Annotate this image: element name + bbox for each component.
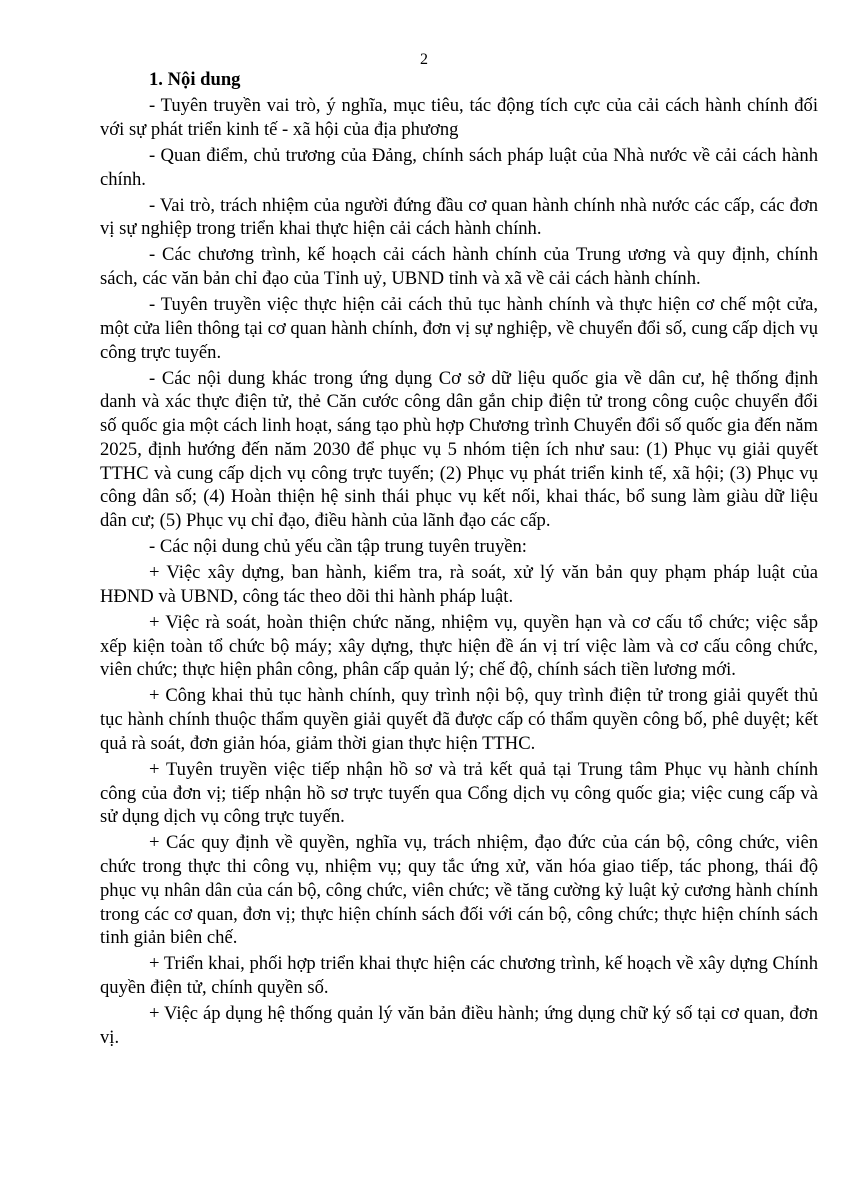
list-item-document-management: + Việc áp dụng hệ thống quản lý văn bản điều hành; ứng dụng chữ ký số tại cơ quan, đơn vị. xyxy=(100,1003,818,1048)
paragraph-leader-responsibility: - Vai trò, trách nhiệm của người đứng đầu cơ quan hành chính nhà nước các cấp, các đơn vị sự nghiệp trong triển khai thực hiện cải cách hành chính. xyxy=(100,194,818,240)
section-heading: 1. Nội dung xyxy=(149,69,241,90)
list-item-organization-review: + Việc rà soát, hoàn thiện chức năng, nhiệm vụ, quyền hạn và cơ cấu tổ chức; việc sắp xếp kiện toàn tổ chức bộ máy; xây dựng, thực hiện đề án vị trí việc làm và cơ cấu công chức, viên chức; thực hiện phân công, phân cấp quản lý; chế độ, chính sách tiền lương mới. xyxy=(100,611,818,681)
list-item-e-government: + Triển khai, phối hợp triển khai thực hiện các chương trình, kế hoạch về xây dựng Chính quyền điện tử, chính quyền số. xyxy=(100,953,818,998)
list-item-civil-servant-rules: + Các quy định về quyền, nghĩa vụ, trách nhiệm, đạo đức của cán bộ, công chức, viên chức trong thực thi công vụ, nhiệm vụ; quy tắc ứng xử, văn hóa giao tiếp, tác phong, thái độ phục vụ nhân dân của cán bộ, công chức, viên chức; về tăng cường kỷ luật kỷ cương hành chính trong các cơ quan, đơn vị; thực hiện chính sách đối với cán bộ, công chức; thực hiện chính sách tinh giản biên chế. xyxy=(100,832,818,949)
paragraph-key-topics-intro: - Các nội dung chủ yếu cần tập trung tuyên truyền: xyxy=(149,536,527,557)
paragraph-role-of-reform: - Tuyên truyền vai trò, ý nghĩa, mục tiêu, tác động tích cực của cải cách hành chính đối với sự phát triển kinh tế - xã hội của địa phương xyxy=(100,95,818,140)
list-item-service-center: + Tuyên truyền việc tiếp nhận hồ sơ và trả kết quả tại Trung tâm Phục vụ hành chính công của đơn vị; tiếp nhận hồ sơ trực tuyến qua Cổng dịch vụ công quốc gia; việc cung cấp và sử dụng dịch vụ công trực tuyến. xyxy=(100,758,818,828)
list-item-procedure-publication: + Công khai thủ tục hành chính, quy trình nội bộ, quy trình điện tử trong giải quyết thủ tục hành chính thuộc thẩm quyền giải quyết đã được cấp có thẩm quyền công bố, phê duyệt; kết quả rà soát, đơn giản hóa, giảm thời gian thực hiện TTHC. xyxy=(100,685,818,754)
list-item-legal-documents: + Việc xây dựng, ban hành, kiểm tra, rà soát, xử lý văn bản quy phạm pháp luật của HĐND và UBND, công tác theo dõi thi hành pháp luật. xyxy=(100,562,818,607)
document-body xyxy=(100,68,818,1052)
paragraph-party-views: - Quan điểm, chủ trương của Đảng, chính sách pháp luật của Nhà nước về cải cách hành chính. xyxy=(100,144,818,190)
page-number: 2 xyxy=(420,51,428,68)
paragraph-one-stop-shop: - Tuyên truyền việc thực hiện cải cách thủ tục hành chính và thực hiện cơ chế một cửa, một cửa liên thông tại cơ quan hành chính, đơn vị sự nghiệp, về chuyển đổi số, cung cấp dịch vụ công trực tuyến. xyxy=(100,294,818,363)
paragraph-population-database: - Các nội dung khác trong ứng dụng Cơ sở dữ liệu quốc gia về dân cư, hệ thống định danh và xác thực điện tử, thẻ Căn cước công dân gắn chip điện tử trong công cuộc chuyển đổi số quốc gia một cách linh hoạt, sáng tạo phù hợp Chương trình Chuyển đổi số quốc gia đến năm 2025, định hướng đến năm 2030 để phục vụ 5 nhóm tiện ích như sau: (1) Phục vụ giải quyết TTHC và cung cấp dịch vụ công trực tuyến; (2) Phục vụ phát triển kinh tế, xã hội; (3) Phục vụ công dân số; (4) Hoàn thiện hệ sinh thái phục vụ kết nối, khai thác, bổ sung làm giàu dữ liệu dân cư; (5) Phục vụ chỉ đạo, điều hành của lãnh đạo các cấp. xyxy=(100,367,818,531)
paragraph-reform-programs: - Các chương trình, kế hoạch cải cách hành chính của Trung ương và quy định, chính sách, các văn bản chỉ đạo của Tỉnh uỷ, UBND tỉnh và xã về cải cách hành chính. xyxy=(100,244,818,290)
